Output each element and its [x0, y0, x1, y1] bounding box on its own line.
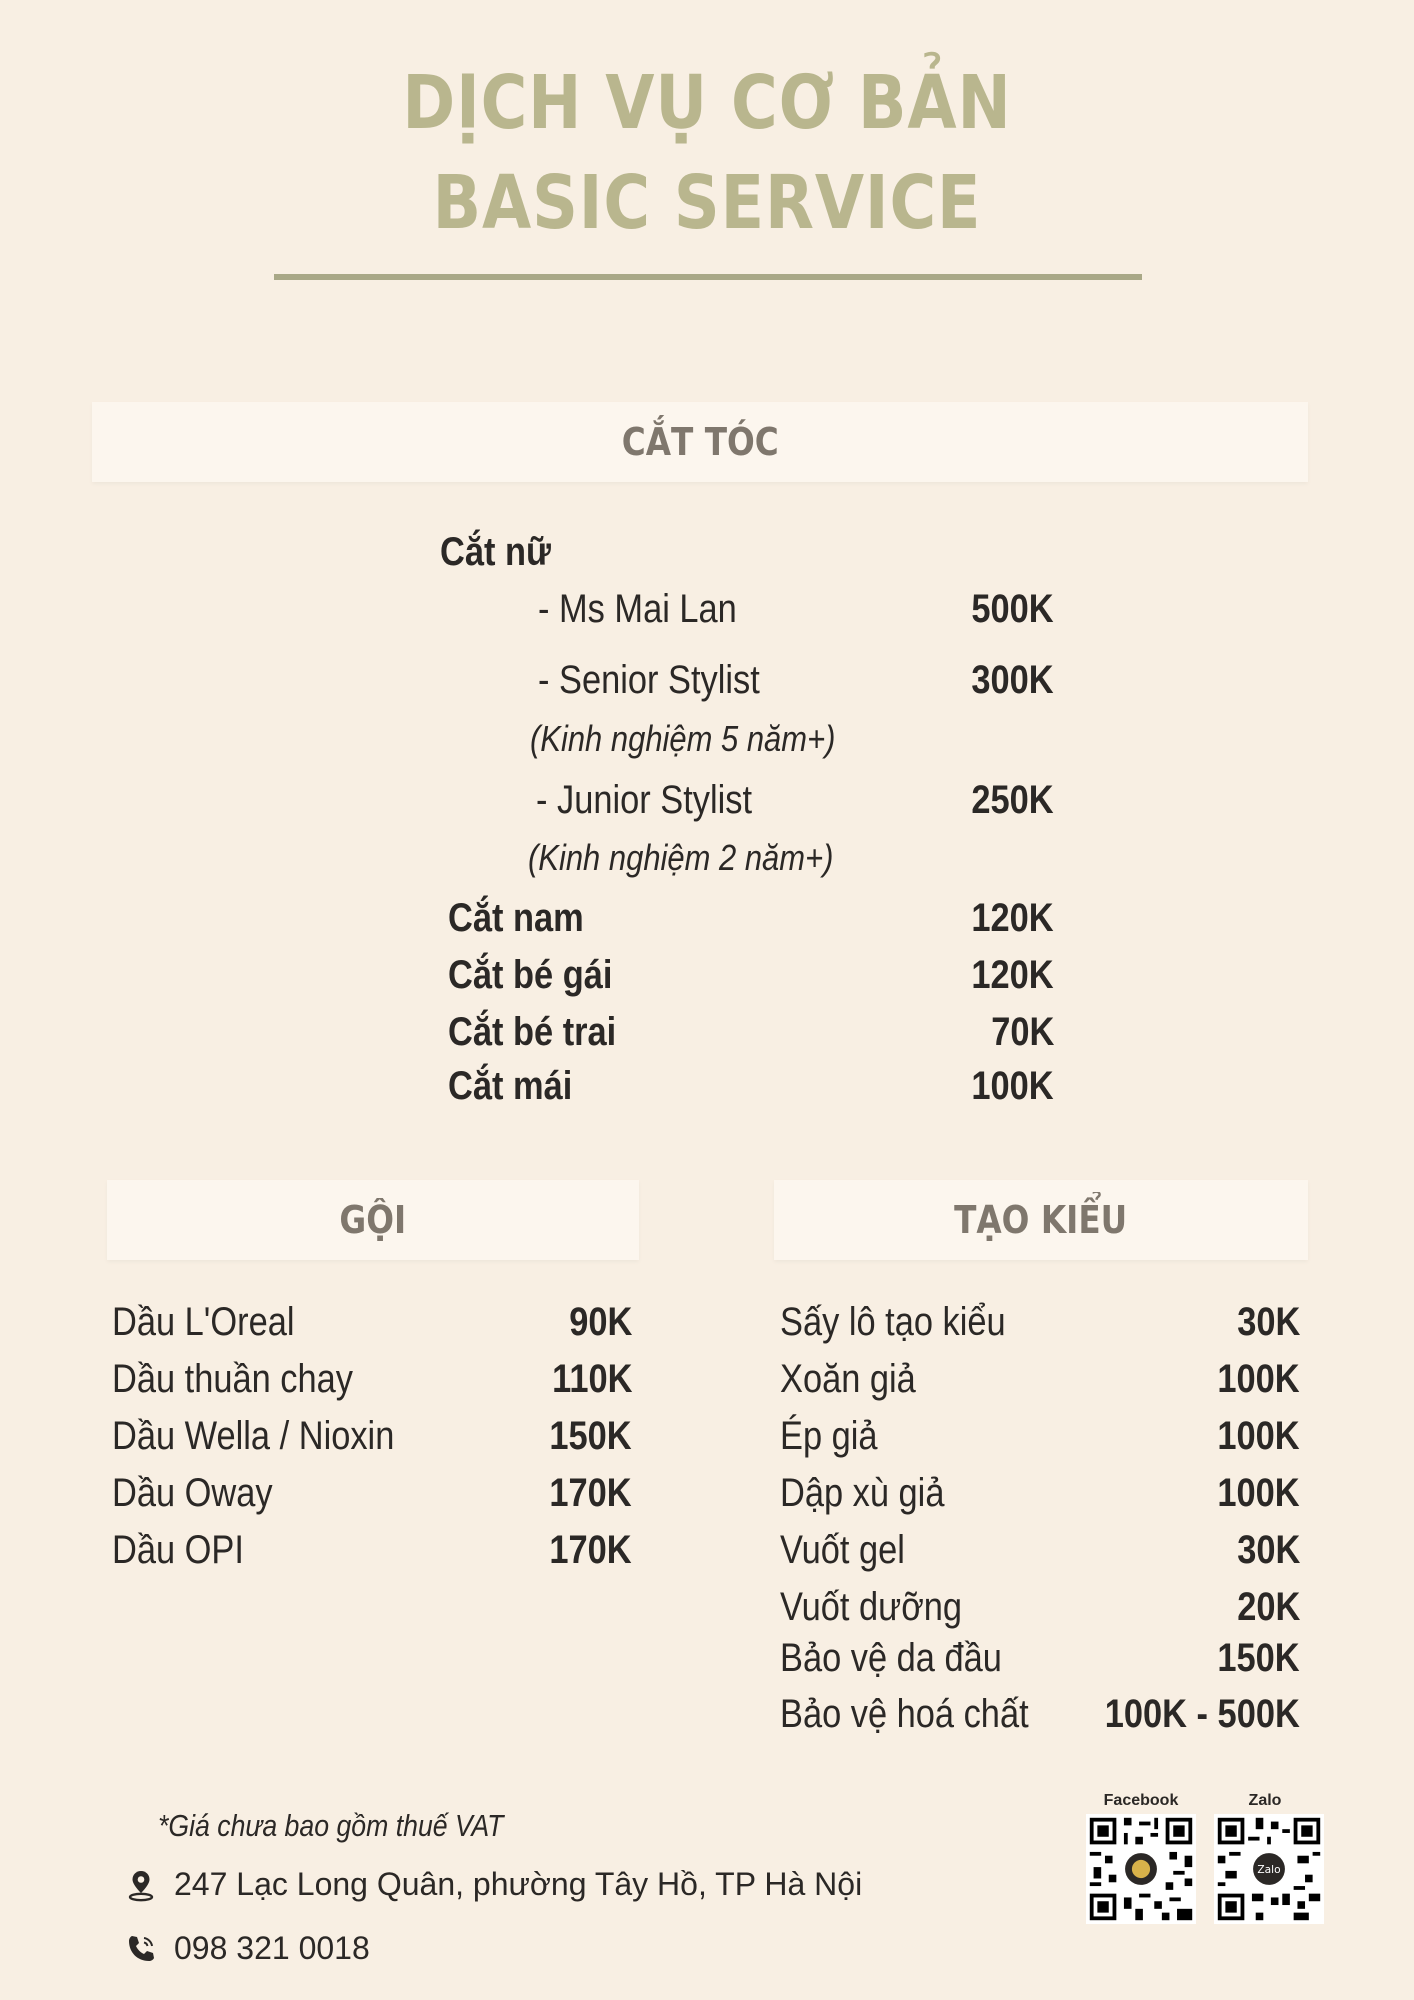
styling-item-name: Ép giả — [780, 1414, 878, 1458]
styling-item-name: Dập xù giả — [780, 1471, 945, 1515]
wash-item-name: Dầu Wella / Nioxin — [112, 1414, 395, 1458]
wash-item-name: Dầu thuần chay — [112, 1357, 353, 1401]
styling-item-price: 100K — [1217, 1357, 1300, 1401]
qr-code-icon[interactable] — [1214, 1814, 1324, 1924]
wash-item-price: 170K — [549, 1528, 632, 1572]
styling-item-name: Bảo vệ da đầu — [780, 1636, 1002, 1680]
styling-item-name: Xoăn giả — [780, 1357, 916, 1401]
wash-item-name: Dầu Oway — [112, 1471, 273, 1515]
address-line — [124, 1866, 862, 1903]
stylist-price: 300K — [971, 658, 1054, 702]
qr-facebook-label: Facebook — [1103, 1792, 1179, 1809]
styling-item-name: Bảo vệ hoá chất — [780, 1692, 1029, 1736]
phone-text[interactable]: 098 321 0018 — [174, 1930, 370, 1966]
haircut-item-name: Cắt nam — [448, 896, 584, 940]
wash-section-title: GỘI — [339, 1198, 407, 1242]
wash-item-price: 170K — [549, 1471, 632, 1515]
stylist-name: - Junior Stylist — [536, 778, 753, 822]
styling-item-price: 100K - 500K — [1104, 1692, 1300, 1736]
wash-item-price: 150K — [549, 1414, 632, 1458]
haircut-section-header — [92, 402, 1308, 482]
haircut-item-price: 120K — [971, 953, 1054, 997]
styling-item-price: 100K — [1217, 1414, 1300, 1458]
wash-item-price: 110K — [551, 1357, 632, 1401]
qr-zalo-label: Zalo — [1248, 1792, 1282, 1809]
stylist-price: 500K — [971, 587, 1054, 631]
wash-item-price: 90K — [568, 1300, 632, 1344]
styling-item-price: 30K — [1236, 1300, 1300, 1344]
stylist-price: 250K — [971, 778, 1054, 822]
styling-item-price: 20K — [1236, 1585, 1300, 1629]
styling-section-title: TẠO KIỂU — [954, 1198, 1128, 1242]
wash-item-name: Dầu L'Oreal — [112, 1300, 295, 1344]
styling-item-name: Vuốt dưỡng — [780, 1585, 963, 1629]
page-title-en: BASIC SERVICE — [432, 160, 982, 246]
address-text: 247 Lạc Long Quân, phường Tây Hồ, TP Hà Nội — [174, 1866, 863, 1902]
styling-item-price: 150K — [1217, 1636, 1300, 1680]
wash-section-header — [107, 1180, 639, 1260]
haircut-item-price: 100K — [971, 1064, 1054, 1108]
styling-item-price: 30K — [1236, 1528, 1300, 1572]
location-pin-icon — [124, 1868, 158, 1902]
title-divider — [274, 274, 1142, 280]
phone-icon — [124, 1932, 158, 1966]
women-cut-label: Cắt nữ — [440, 530, 551, 574]
haircut-item-price: 120K — [971, 896, 1054, 940]
stylist-experience-note: (Kinh nghiệm 2 năm+) — [528, 837, 834, 878]
styling-item-name: Vuốt gel — [780, 1528, 905, 1572]
stylist-name: - Ms Mai Lan — [538, 587, 737, 631]
haircut-section-title: CẮT TÓC — [621, 420, 779, 464]
styling-item-name: Sấy lô tạo kiểu — [780, 1300, 1006, 1344]
svg-text:Zalo: Zalo — [1257, 1863, 1281, 1877]
stylist-name: - Senior Stylist — [538, 658, 760, 702]
wash-item-name: Dầu OPI — [112, 1528, 244, 1572]
styling-item-price: 100K — [1217, 1471, 1300, 1515]
qr-code-icon[interactable] — [1086, 1814, 1196, 1924]
phone-line — [124, 1930, 370, 1967]
haircut-item-name: Cắt mái — [448, 1064, 573, 1108]
haircut-item-price: 70K — [990, 1010, 1054, 1054]
page-title-vi: DỊCH VỤ CƠ BẢN — [402, 60, 1012, 146]
haircut-item-name: Cắt bé trai — [448, 1010, 617, 1054]
vat-note: *Giá chưa bao gồm thuế VAT — [158, 1808, 504, 1843]
haircut-item-name: Cắt bé gái — [448, 953, 613, 997]
styling-section-header — [774, 1180, 1308, 1260]
stylist-experience-note: (Kinh nghiệm 5 năm+) — [530, 718, 836, 759]
